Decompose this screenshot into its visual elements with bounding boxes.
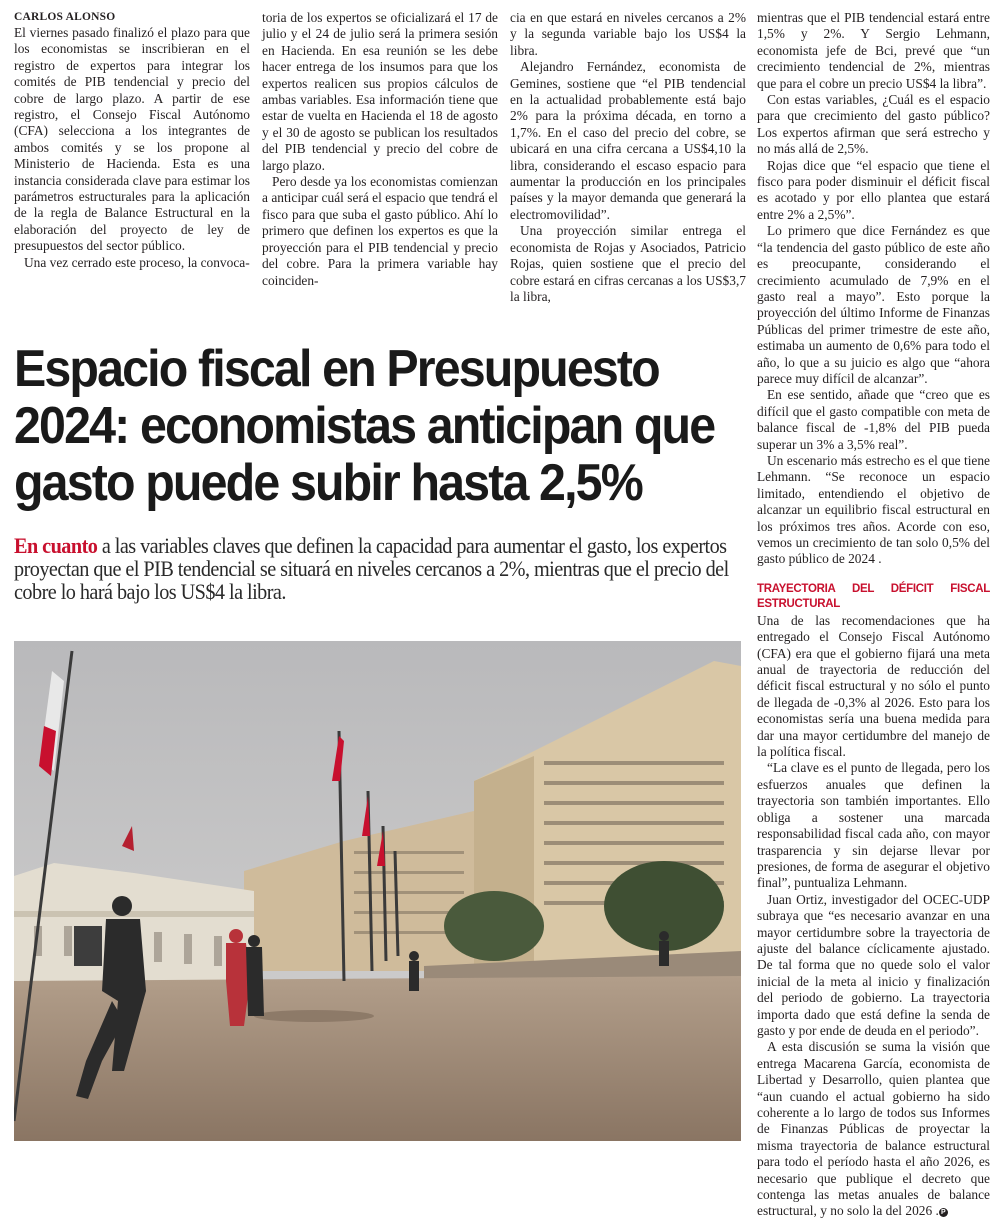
paragraph: Una vez cerrado este proceso, la convoca-: [24, 254, 250, 270]
paragraph: El viernes pasado finalizó el plazo para que los economistas se inscribieran en el registro de expertos para integrar los comités de PIB tendencial y precio del cobre de largo plazo. A partir de ese registro, el Consejo Fiscal Autónomo (CFA) selecciona a los integrantes de ambos comités y se los propone al Ministerio de Hacienda. Esta es una instancia considerada clave para estimar los parámetros estructurales para la aplicación de la regla de Balance Estructural en la elaboración del proyecto de ley de presupuestos del sector público.: [14, 25, 250, 254]
paragraph: Juan Ortiz, investigador del OCEC-UDP subraya que “es necesario avanzar en una mayor certidumbre sobre la trayectoria de ajuste del balance cíclicamente ajustado. De tal forma que no quede solo el valor inicial de la meta al inicio y finalización del periodo de gobierno. La trayectoria importa dado que está define la senda de gasto y por ende de deuda en el periodo”.: [757, 891, 990, 1038]
end-of-article-icon: P: [939, 1208, 948, 1217]
section-subheading: TRAYECTORIA DEL DÉFICIT FISCAL ESTRUCTURAL: [757, 582, 990, 610]
deck-text: a las variables claves que definen la capacidad para aumentar el gasto, los expertos proyectan que el PIB tendencial se situará en niveles cercanos a 2%, mientras que el precio del cobre lo hará bajo los US$4 la libra.: [14, 533, 729, 605]
top-columns: [14, 10, 748, 305]
paragraph: [757, 1039, 990, 1219]
photo-illustration: [14, 641, 741, 1141]
deck-lead: En cuanto: [14, 533, 98, 559]
byline: CARLOS ALONSO: [14, 11, 116, 23]
paragraph: En ese sentido, añade que “creo que es difícil que el gasto compatible con meta de balance fiscal de -1,8% del PIB pueda superar un 3% a 3,5% real”.: [757, 387, 990, 452]
paragraph: Lo primero que dice Fernández es que “la tendencia del gasto público de este año es preocupante, considerando el crecimiento acumulado de 7,9% en el gasto real a mayo”. Esto porque la proyección del último Informe de Finanzas Públicas del primer trimestre de este año, estimaba un aumento de 0,6% para todo el año, lo que a su juicio es algo que “ahora parece muy difícil de alcanzar”.: [757, 223, 990, 386]
column-2: [262, 10, 498, 289]
paragraph: Una de las recomendaciones que ha entregado el Consejo Fiscal Autónomo (CFA) era que el gobierno fijará una meta anual de trayectoria de reducción del déficit fiscal estructural y no sólo el punto de llegada de -0,3% al 2026. Esto para los economistas sería una buena medida para dar una mayor certidumbre del manejo de la política fiscal.: [757, 612, 990, 760]
paragraph: Un escenario más estrecho es el que tiene Lehmann. “Se reconoce un espacio limitado, entendiendo el objetivo de alcanzar un equilibrio fiscal estructural en los próximos tres años. Acorde con eso, vemos un crecimiento de tan solo 0,5% del gasto público de 2024 .: [757, 452, 990, 567]
paragraph: Alejandro Fernández, economista de Gemines, sostiene que “el PIB tendencial en la actualidad probablemente está bajo 2% para la próxima década, en torno a 1,7%. En el caso del precio del cobre, se ubicará en una cifra cercana a US$4,10 la libra, considerando el escaso espacio para aumentar la producción en los principales países y la mayor demanda que generará la electromovilidad”.: [510, 59, 746, 222]
right-region: [757, 10, 990, 1220]
deck: [14, 534, 732, 603]
paragraph: Pero desde ya los economistas comienzan a anticipar cuál será el espacio que tendrá el fisco para que suba el gasto público. Ahí lo primero que definen los expertos es que la proyección para el PIB tendencial y precio del cobre. Para la primera variable hay coinciden-: [262, 174, 498, 288]
column-1: [14, 10, 250, 271]
left-region: [14, 10, 748, 1141]
column-4-section: [757, 582, 990, 1220]
paragraph: mientras que el PIB tendencial estará entre 1,5% y 2%. Y Sergio Lehmann, economista jefe de Bci, prevé que “un crecimiento tendencial de 2%, mientras que para el cobre un precio US$4 la libra”.: [757, 10, 990, 91]
column-4: [757, 10, 990, 568]
paragraph: Rojas dice que “el espacio que tiene el fisco para poder disminuir el déficit fiscal es acotado y por ello plantea que estará entre 2% a 2,5%”.: [757, 157, 990, 222]
column-3: [510, 10, 746, 305]
photo-palacio-la-moneda: [14, 641, 741, 1141]
paragraph: cia en que estará en niveles cercanos a 2% y la segunda variable bajo los US$4 la libra.: [510, 10, 746, 58]
paragraph-text: A esta discusión se suma la visión que entrega Macarena García, economista de Libertad y Desarrollo, quien plantea que “aun cuando el actual gobierno ha sido coherente a lo largo de todos sus Informes de Finanzas Públicas de proyectar la misma trayectoria de balance estructural para todo el período hasta el año 2026, es necesario que publique el decreto que contenga las metas anuales de balance estructural, y no solo la del 2026 .: [757, 1039, 990, 1219]
paragraph: toria de los expertos se oficializará el 17 de julio y el 24 de julio será la primera sesión en Hacienda. En esa reunión se les debe hacer entrega de los insumos para que los expertos realicen sus propios cálculos de ambas variables. Esa información tiene que estar de vuelta en Hacienda el 18 de agosto y el 30 de agosto se publican los resultados del PIB tendencial y precio del cobre de largo plazo.: [262, 10, 498, 173]
paragraph: Con estas variables, ¿Cuál es el espacio para que crecimiento del gasto público? Los expertos afirman que será estrecho y no más allá de 2,5%.: [757, 92, 990, 157]
headline: Espacio fiscal en Presupuesto 2024: economistas anticipan que gasto puede subir hasta 2,5%: [14, 340, 715, 513]
paragraph: Una proyección similar entrega el economista de Rojas y Asociados, Patricio Rojas, quien sostiene que el precio del cobre estará en cifras cercanas a los US$3,7 la libra,: [510, 223, 746, 304]
paragraph: “La clave es el punto de llegada, pero los esfuerzos anuales que definen la trayectoria son también importantes. Ello obliga a sostener una marcada responsabilidad fiscal cada año, con mayor trasparencia y sin dejarse llevar por presiones, de forma de asegurar el objetivo final”, puntualiza Lehmann.: [757, 760, 990, 891]
